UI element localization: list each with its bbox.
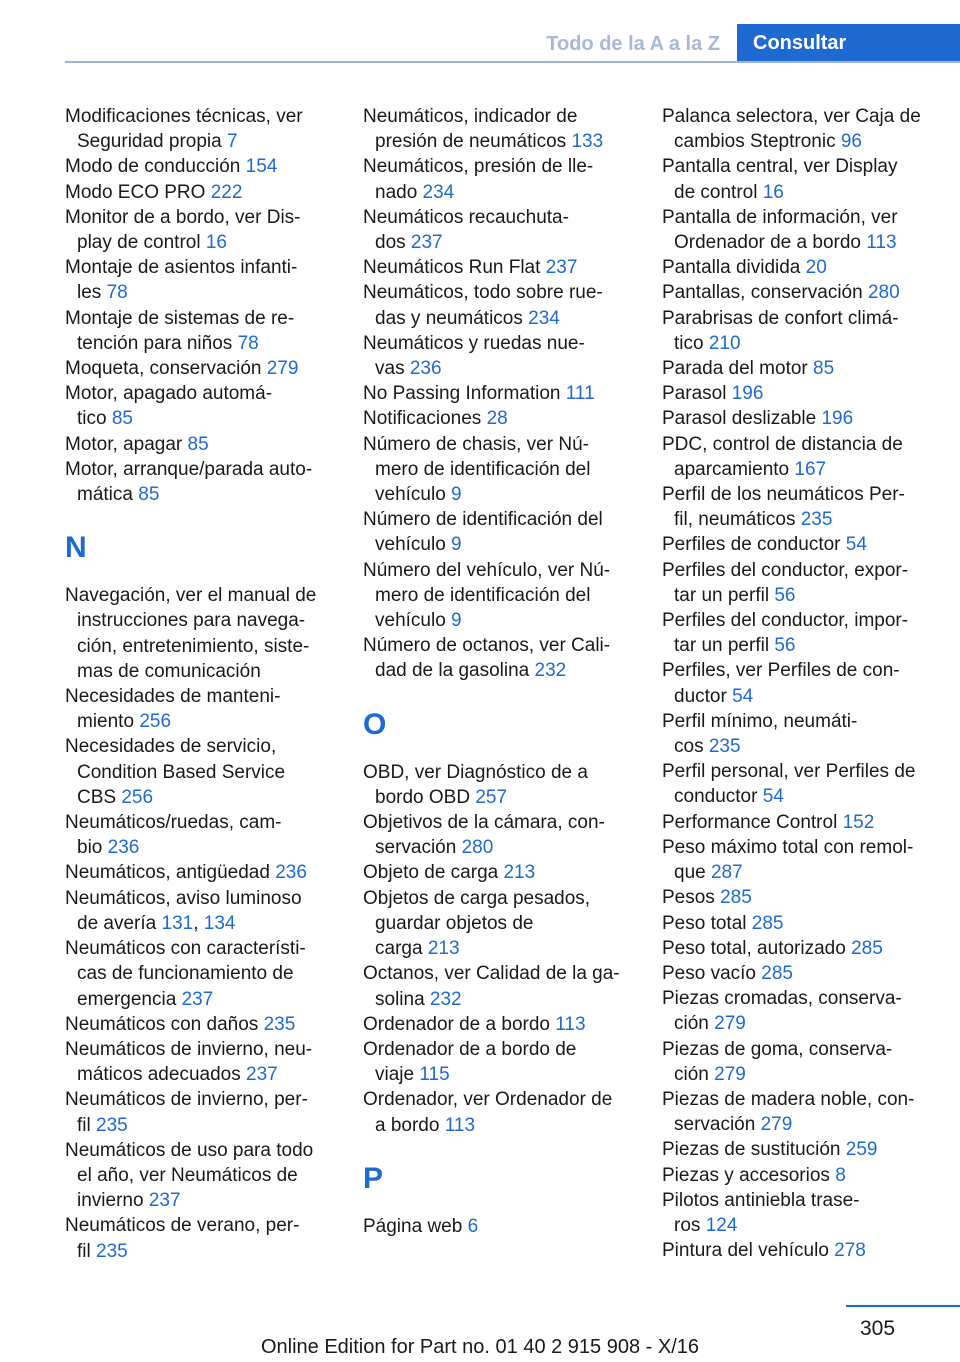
page-link[interactable]: 56: [774, 584, 796, 606]
page-link[interactable]: 16: [762, 181, 784, 203]
index-entry: [363, 205, 633, 255]
index-entry: [662, 432, 932, 482]
header-divider: [65, 61, 960, 63]
section-label[interactable]: Todo de la A a la Z: [546, 33, 720, 55]
index-entry: [65, 356, 335, 381]
entry-text: Neumáticos, indicador de presión de neumáticos: [363, 106, 578, 153]
page-link[interactable]: 222: [210, 181, 243, 203]
page-link[interactable]: 196: [821, 408, 854, 430]
index-entry: [662, 1163, 932, 1188]
entry-text: Peso máximo total con remol- que: [662, 836, 914, 884]
index-entry: [662, 1188, 932, 1238]
entry-text: Neumáticos Run Flat: [363, 257, 546, 279]
index-entry: [363, 886, 633, 962]
index-entry: [662, 658, 932, 708]
index-entry: [363, 381, 633, 406]
entry-text: Ordenador, ver Ordenador de a bordo: [363, 1089, 613, 1136]
entry-text: Neumáticos de verano, per- fil: [65, 1215, 300, 1262]
page-link[interactable]: 196: [731, 383, 764, 405]
entry-text: Motor, apagado automá- tico: [65, 383, 273, 430]
index-entry: [65, 180, 335, 205]
page-link[interactable]: 236: [409, 358, 442, 380]
page-link[interactable]: 287: [710, 862, 743, 884]
entry-text: Modo de conducción: [65, 156, 246, 178]
entry-text: Perfil personal, ver Perfiles de conductor: [662, 761, 916, 808]
entry-text: Notificaciones: [363, 408, 487, 430]
page-link[interactable]: 257: [475, 786, 508, 808]
entry-text: Motor, apagar: [65, 433, 188, 455]
page-link[interactable]: 235: [263, 1013, 296, 1035]
index-entry: [363, 507, 633, 557]
entry-text: Perfiles, ver Perfiles de con- ductor: [662, 660, 900, 707]
tab-consultar[interactable]: Consultar: [737, 24, 960, 62]
entry-text: Número del vehículo, ver Nú- mero de identificación del vehículo: [363, 559, 611, 632]
entry-text: Peso vacío: [662, 962, 762, 984]
page-link[interactable]: 113: [555, 1013, 586, 1035]
entry-text: Pantalla central, ver Display de control: [662, 156, 898, 203]
page-link[interactable]: 7: [227, 131, 238, 153]
index-entry: [662, 709, 932, 759]
index-entry: [65, 306, 335, 356]
entry-text: Piezas de goma, conserva- ción: [662, 1038, 893, 1085]
entry-text: Piezas de sustitución: [662, 1139, 846, 1161]
entry-text: Parasol deslizable: [662, 408, 822, 430]
page-link[interactable]: 9: [451, 484, 462, 506]
page-link[interactable]: 280: [461, 837, 494, 859]
entry-text: Neumáticos con daños: [65, 1013, 264, 1035]
index-entry: [662, 608, 932, 658]
entry-text: Neumáticos y ruedas nue- vas: [363, 332, 585, 380]
entry-text: Ordenador de a bordo de viaje: [363, 1038, 577, 1086]
index-entry: [662, 1137, 932, 1162]
entry-text: Neumáticos de uso para todo el año, ver Neumáticos de invierno: [65, 1139, 314, 1212]
entry-text: Perfiles del conductor, expor- tar un perfil: [662, 559, 909, 606]
index-entry: [65, 860, 335, 885]
entry-text: Navegación, ver el manual de instrucciones para navega- ción, entretenimiento, siste- mas de comunicación: [65, 585, 317, 682]
page-link[interactable]: 237: [181, 988, 214, 1010]
entry-text: Perfiles del conductor, impor- tar un perfil: [662, 610, 909, 657]
entry-text: Necesidades de manteni- miento: [65, 686, 281, 733]
page-link[interactable]: 54: [845, 534, 867, 556]
entry-text: Neumáticos/ruedas, cam- bio: [65, 812, 282, 859]
index-entry: [662, 280, 932, 305]
entry-text: Neumáticos con característi- cas de funcionamiento de emergencia: [65, 938, 306, 1010]
page-link[interactable]: 280: [867, 282, 900, 304]
entry-text: Montaje de sistemas de re- tención para niños: [65, 307, 295, 354]
page-link[interactable]: 279: [266, 358, 299, 380]
index-entry: [363, 1012, 633, 1037]
page-link[interactable]: 235: [96, 1240, 128, 1262]
index-entry: [65, 457, 335, 507]
section-letter: O: [363, 707, 387, 741]
page-link[interactable]: 85: [111, 408, 133, 430]
entry-text: Necesidades de servicio, Condition Based Service CBS: [65, 736, 286, 808]
index-entry: [65, 255, 335, 305]
index-entry: [662, 558, 932, 608]
page-link[interactable]: 9: [451, 534, 462, 556]
page-link[interactable]: 278: [834, 1240, 866, 1262]
index-entry: [662, 1238, 932, 1263]
page-link[interactable]: 85: [813, 358, 835, 380]
entry-text: Parabrisas de confort climá- tico: [662, 307, 899, 354]
entry-text: Perfil de los neumáticos Per- fil, neumáticos: [662, 484, 905, 531]
page-link[interactable]: 259: [845, 1139, 878, 1161]
page-link[interactable]: 279: [714, 1013, 746, 1035]
page-link[interactable]: 285: [761, 962, 793, 984]
index-entry: [363, 1037, 633, 1087]
page-link[interactable]: 78: [106, 282, 128, 304]
page-link[interactable]: 113: [444, 1114, 476, 1136]
index-entry: [662, 306, 932, 356]
page-link[interactable]: 285: [851, 937, 883, 959]
page-link[interactable]: 9: [451, 610, 462, 632]
page-link[interactable]: 236: [107, 837, 140, 859]
index-entry: [662, 759, 932, 809]
page-link[interactable]: 154: [245, 156, 278, 178]
index-entry: [65, 583, 335, 684]
index-entry: [65, 432, 335, 457]
index-entry: [662, 1037, 932, 1087]
entry-text: Neumáticos, presión de lle- nado: [363, 156, 594, 203]
section-letter: P: [363, 1161, 384, 1195]
entry-text: Piezas de madera noble, con- servación: [662, 1088, 915, 1136]
page-link[interactable]: 111: [565, 383, 595, 405]
index-entry: [65, 734, 335, 810]
entry-text: Página web: [363, 1215, 468, 1237]
index-entry: [363, 760, 633, 810]
entry-text: Octanos, ver Calidad de la ga- solina: [363, 963, 620, 1010]
page-link[interactable]: 20: [805, 257, 827, 279]
entry-text: Modificaciones técnicas, ver Seguridad propia: [65, 106, 303, 153]
index-entry: [65, 104, 335, 154]
index-column-2: [363, 104, 633, 1239]
index-entry: [363, 255, 633, 280]
entry-text: Modo ECO PRO: [65, 181, 211, 203]
entry-text: Pantalla de información, ver Ordenador de a bordo: [662, 206, 898, 254]
index-entry: [65, 1213, 335, 1263]
index-entry: [662, 381, 932, 406]
entry-text: Objetos de carga pesados, guardar objetos de carga: [363, 887, 591, 960]
index-entry: [363, 280, 633, 330]
index-entry: [65, 154, 335, 179]
index-entry: [65, 1012, 335, 1037]
page-link[interactable]: 236: [275, 862, 307, 884]
index-entry: [65, 1037, 335, 1087]
page-link[interactable]: 237: [148, 1190, 181, 1212]
index-entry: [363, 860, 633, 885]
entry-text: Piezas cromadas, conserva- ción: [662, 988, 902, 1035]
entry-text: Peso total, autorizado: [662, 937, 852, 959]
index-entry: [363, 1214, 633, 1239]
index-entry: [363, 810, 633, 860]
page-link[interactable]: 8: [835, 1164, 846, 1186]
index-entry: [65, 684, 335, 734]
index-entry: [662, 356, 932, 381]
index-entry: [662, 961, 932, 986]
entry-text: Ordenador de a bordo: [363, 1013, 556, 1035]
index-entry: [65, 381, 335, 431]
page-link[interactable]: 134: [203, 912, 236, 934]
index-entry: [662, 835, 932, 885]
section-letter: N: [65, 531, 87, 565]
page-link[interactable]: 213: [427, 938, 460, 960]
page-link[interactable]: 56: [774, 635, 796, 657]
entry-text: PDC, control de distancia de aparcamiento: [662, 433, 903, 480]
index-entry: [662, 1087, 932, 1137]
page-link[interactable]: 285: [720, 887, 752, 909]
entry-text: Número de octanos, ver Cali- dad de la gasolina: [363, 635, 611, 682]
page-link[interactable]: 133: [571, 131, 604, 153]
page-link[interactable]: 235: [96, 1114, 128, 1136]
page-link[interactable]: 279: [714, 1063, 746, 1085]
page-link[interactable]: 256: [121, 786, 154, 808]
page-link[interactable]: 85: [138, 484, 160, 506]
page-link[interactable]: 85: [187, 433, 209, 455]
index-entry: [662, 810, 932, 835]
page-link[interactable]: 213: [503, 862, 536, 884]
entry-text: Perfil mínimo, neumáti- cos: [662, 710, 858, 758]
index-entry: [65, 1138, 335, 1214]
index-entry: [363, 633, 633, 683]
page-link[interactable]: 96: [840, 131, 862, 153]
page-link[interactable]: 256: [139, 711, 172, 733]
index-entry: [662, 205, 932, 255]
entry-text: Número de identificación del vehículo: [363, 509, 603, 556]
page-link[interactable]: 28: [486, 408, 508, 430]
page-link[interactable]: 131: [161, 912, 194, 934]
index-entry: [363, 406, 633, 431]
entry-text: Neumáticos recauchuta- dos: [363, 206, 569, 254]
entry-text: Neumáticos, aviso luminoso de avería: [65, 887, 302, 934]
page-link[interactable]: 285: [751, 912, 784, 934]
index-entry: Neumáticos, aviso luminoso de avería 131, 134: [65, 887, 302, 934]
index-column-3: [662, 104, 932, 1263]
index-entry: [662, 104, 932, 154]
page-link[interactable]: 167: [794, 458, 827, 480]
index-entry: [65, 1087, 335, 1137]
entry-text: Pilotos antiniebla trase- ros: [662, 1189, 860, 1236]
page-link[interactable]: 235: [800, 509, 833, 531]
page-link[interactable]: 234: [422, 181, 455, 203]
page-link[interactable]: 124: [705, 1214, 738, 1236]
index-entry: [662, 255, 932, 280]
page-number: 305: [860, 1317, 896, 1340]
page-link[interactable]: 237: [246, 1064, 278, 1086]
index-entry: [363, 154, 633, 204]
page-link[interactable]: 115: [419, 1064, 450, 1086]
entry-text: Objeto de carga: [363, 862, 504, 884]
entry-text: No Passing Information: [363, 383, 566, 405]
entry-text: Monitor de a bordo, ver Dis- play de control: [65, 206, 301, 254]
page-link[interactable]: 113: [866, 232, 897, 254]
entry-text: Neumáticos de invierno, neu- máticos adecuados: [65, 1038, 313, 1086]
entry-text: Número de chasis, ver Nú- mero de identificación del vehículo: [363, 433, 591, 506]
index-entry: [662, 936, 932, 961]
entry-text: Piezas y accesorios: [662, 1164, 836, 1186]
index-entry: [363, 331, 633, 381]
entry-text: Neumáticos de invierno, per- fil: [65, 1089, 308, 1136]
entry-text: Objetivos de la cámara, con- servación: [363, 812, 605, 859]
entry-text: Performance Control: [662, 811, 843, 833]
page-link[interactable]: 279: [760, 1114, 793, 1136]
entry-text: OBD, ver Diagnóstico de a bordo OBD: [363, 761, 588, 808]
entry-text: Neumáticos, antigüedad: [65, 862, 276, 884]
page-header: [0, 0, 960, 62]
entry-text: Peso total: [662, 912, 752, 934]
index-entry: [662, 482, 932, 532]
index-entry: [363, 1087, 633, 1137]
entry-text: Pantallas, conservación: [662, 282, 868, 304]
page-link[interactable]: 237: [545, 257, 578, 279]
entry-text: Parada del motor: [662, 358, 814, 380]
entry-text: Pantalla dividida: [662, 257, 806, 279]
page-link[interactable]: 232: [534, 660, 567, 682]
entry-text: Moqueta, conservación: [65, 358, 267, 380]
page-link[interactable]: 6: [467, 1215, 479, 1237]
index-column-1: [65, 104, 335, 1264]
page-link[interactable]: 237: [410, 232, 443, 254]
entry-text: Perfiles de conductor: [662, 534, 846, 556]
page-link[interactable]: 235: [708, 736, 741, 758]
index-entry: [662, 911, 932, 936]
index-entry: [65, 936, 335, 1012]
entry-text: Parasol: [662, 383, 732, 405]
index-entry: [65, 810, 335, 860]
index-entry: [363, 432, 633, 508]
index-entry: [363, 558, 633, 634]
page-link[interactable]: 78: [237, 332, 259, 354]
index-entry: [363, 961, 633, 1011]
footer-edition: Online Edition for Part no. 01 40 2 915 908 - X/16: [260, 1336, 700, 1358]
page-link[interactable]: 54: [732, 685, 754, 707]
page-link[interactable]: 234: [528, 307, 560, 329]
index-entry: [65, 205, 335, 255]
entry-text: Pesos: [662, 887, 721, 909]
page-link[interactable]: 232: [429, 988, 462, 1010]
index-entry: [662, 154, 932, 204]
page-link[interactable]: 16: [205, 232, 227, 254]
page-link[interactable]: 152: [842, 811, 875, 833]
entry-text: Palanca selectora, ver Caja de cambios Steptronic: [662, 106, 921, 153]
index-entry: [662, 532, 932, 557]
index-entry: [662, 986, 932, 1036]
page-link[interactable]: 54: [762, 786, 784, 808]
entry-text: Motor, arranque/parada auto- mática: [65, 458, 313, 506]
page-link[interactable]: 210: [708, 332, 741, 354]
index-entry: [662, 406, 932, 431]
entry-text: Pintura del vehículo: [662, 1240, 835, 1262]
entry-text: Neumáticos, todo sobre rue- das y neumáticos: [363, 282, 603, 329]
entry-text: Montaje de asientos infanti- les: [65, 257, 298, 304]
index-entry: [363, 104, 633, 154]
footer-divider: [846, 1305, 960, 1307]
index-entry: [662, 885, 932, 910]
